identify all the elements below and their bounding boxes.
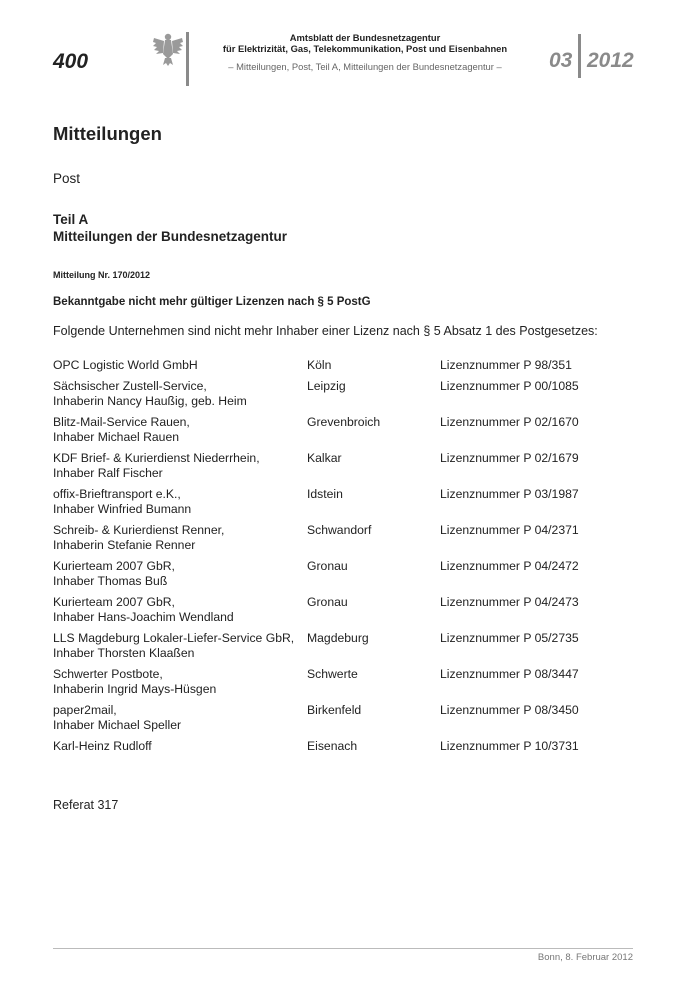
licence-table [53, 358, 653, 760]
page-number: 400 [53, 50, 89, 73]
licence-number-cell: Lizenznummer P 05/2735 [440, 631, 579, 645]
part-title [53, 211, 287, 245]
federal-eagle-icon [152, 32, 184, 66]
city-cell: Köln [307, 358, 332, 372]
table-row [53, 415, 653, 451]
licence-number-cell: Lizenznummer P 08/3450 [440, 703, 579, 717]
journal-title: Amtsblatt der Bundesnetzagentur [289, 32, 441, 43]
city-cell: Kalkar [307, 451, 342, 465]
city-cell: Grevenbroich [307, 415, 381, 429]
section-subtitle: Post [53, 171, 81, 186]
company-name: offix-Brieftransport e.K., [53, 487, 181, 501]
company-name: Schwerter Postbote, [53, 667, 163, 681]
licence-number-cell: Lizenznummer P 04/2472 [440, 559, 579, 573]
issue-year: 2012 [587, 49, 634, 72]
licence-number-cell: Lizenznummer P 02/1670 [440, 415, 579, 429]
company-name: Kurierteam 2007 GbR, [53, 595, 175, 609]
company-name: KDF Brief- & Kurierdienst Niederrhein, [53, 451, 260, 465]
table-row [53, 703, 653, 739]
table-row [53, 739, 653, 760]
company-cell [53, 739, 307, 760]
licence-number-cell: Lizenznummer P 08/3447 [440, 667, 579, 681]
footer-divider [53, 948, 633, 949]
licence-number-cell: Lizenznummer P 04/2473 [440, 595, 579, 609]
notice-number: Mitteilung Nr. 170/2012 [53, 270, 151, 280]
journal-section-path: – Mitteilungen, Post, Teil A, Mitteilungen der Bundesnetzagentur – [228, 61, 502, 72]
table-row [53, 595, 653, 631]
company-cell [53, 631, 307, 667]
company-owner: Inhaber Thomas Buß [53, 574, 168, 588]
company-cell [53, 667, 307, 703]
company-owner: Inhaber Thorsten Klaaßen [53, 646, 195, 660]
company-owner: Inhaber Michael Rauen [53, 430, 180, 444]
part-label: Teil A [53, 212, 89, 227]
company-owner: Inhaber Michael Speller [53, 718, 182, 732]
company-cell [53, 703, 307, 739]
city-cell: Gronau [307, 559, 348, 573]
company-owner: Inhaber Hans-Joachim Wendland [53, 610, 234, 624]
company-owner: Inhaber Winfried Bumann [53, 502, 192, 516]
company-cell [53, 523, 307, 559]
company-name: Karl-Heinz Rudloff [53, 739, 152, 753]
company-name: paper2mail, [53, 703, 117, 717]
header-divider [186, 32, 189, 86]
section-title: Mitteilungen [53, 123, 162, 144]
licence-number-cell: Lizenznummer P 02/1679 [440, 451, 579, 465]
company-name: Blitz-Mail-Service Rauen, [53, 415, 190, 429]
table-row [53, 379, 653, 415]
company-cell [53, 487, 307, 523]
part-description: Mitteilungen der Bundesnetzagentur [53, 229, 288, 244]
table-row [53, 487, 653, 523]
company-cell [53, 379, 307, 415]
company-name: LLS Magdeburg Lokaler-Liefer-Service GbR, [53, 631, 295, 645]
footer-date: Bonn, 8. Februar 2012 [537, 952, 633, 963]
company-name: Sächsischer Zustell-Service, [53, 379, 207, 393]
issue-number: 03 [549, 49, 573, 72]
city-cell: Gronau [307, 595, 348, 609]
city-cell: Eisenach [307, 739, 358, 753]
company-cell [53, 595, 307, 631]
licence-number-cell: Lizenznummer P 04/2371 [440, 523, 579, 537]
table-row [53, 559, 653, 595]
company-cell [53, 415, 307, 451]
table-row [53, 667, 653, 703]
city-cell: Schwerte [307, 667, 358, 681]
reference-unit: Referat 317 [53, 798, 119, 812]
company-cell [53, 358, 307, 379]
company-owner: Inhaber Ralf Fischer [53, 466, 163, 480]
licence-number-cell: Lizenznummer P 03/1987 [440, 487, 579, 501]
company-owner: Inhaberin Stefanie Renner [53, 538, 196, 552]
journal-header [200, 32, 530, 72]
notice-intro: Folgende Unternehmen sind nicht mehr Inhaber einer Lizenz nach § 5 Absatz 1 des Postgesetzes: [53, 324, 598, 338]
company-owner: Inhaberin Nancy Haußig, geb. Heim [53, 394, 247, 408]
table-row [53, 451, 653, 487]
city-cell: Magdeburg [307, 631, 369, 645]
city-cell: Schwandorf [307, 523, 372, 537]
city-cell: Birkenfeld [307, 703, 362, 717]
licence-number-cell: Lizenznummer P 98/351 [440, 358, 572, 372]
company-owner: Inhaberin Ingrid Mays-Hüsgen [53, 682, 217, 696]
notice-heading: Bekanntgabe nicht mehr gültiger Lizenzen nach § 5 PostG [53, 296, 371, 308]
company-name: Kurierteam 2007 GbR, [53, 559, 175, 573]
licence-number-cell: Lizenznummer P 00/1085 [440, 379, 579, 393]
city-cell: Leipzig [307, 379, 346, 393]
company-cell [53, 451, 307, 487]
company-name: Schreib- & Kurierdienst Renner, [53, 523, 225, 537]
journal-subtitle: für Elektrizität, Gas, Telekommunikation, Post und Eisenbahnen [222, 43, 508, 54]
table-row [53, 631, 653, 667]
table-row [53, 523, 653, 559]
company-name: OPC Logistic World GmbH [53, 358, 198, 372]
licence-number-cell: Lizenznummer P 10/3731 [440, 739, 579, 753]
issue-divider [578, 34, 581, 78]
company-cell [53, 559, 307, 595]
table-row [53, 358, 653, 379]
city-cell: Idstein [307, 487, 343, 501]
